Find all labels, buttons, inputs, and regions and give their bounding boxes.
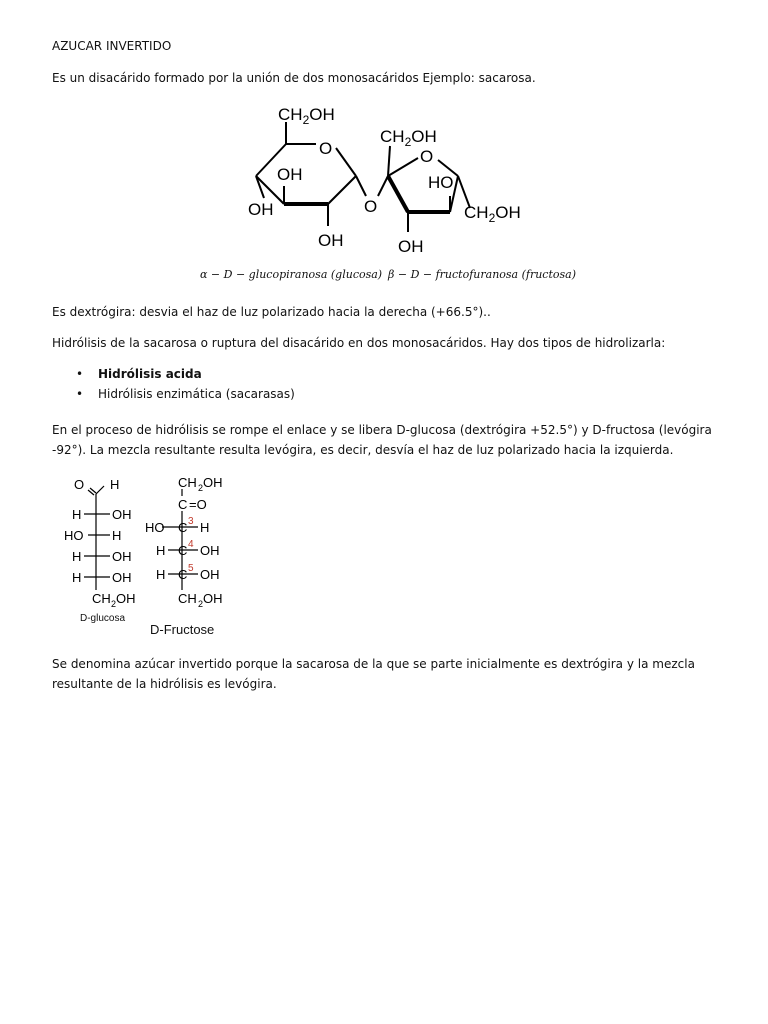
list-item: • Hidrólisis acida	[76, 364, 295, 384]
svg-text:CH: CH	[178, 475, 197, 490]
svg-text:CH: CH	[92, 591, 111, 606]
conclusion-paragraph: Se denomina azúcar invertido porque la sacarosa de la que se parte inicialmente es dextrógira y la mezcla resultante de la hidrólisis es levógira.	[52, 657, 695, 691]
svg-text:H: H	[110, 477, 120, 492]
list-item: • Hidrólisis enzimática (sacarasas)	[76, 384, 295, 404]
carbon-number-4: 4	[188, 539, 194, 550]
svg-text:C: C	[178, 520, 188, 535]
ch2oh-label: $CH_2OH$	[278, 105, 335, 127]
svg-text:OH: OH	[200, 567, 220, 582]
svg-text:2: 2	[198, 483, 204, 493]
svg-text:H: H	[156, 543, 166, 558]
svg-text:2: 2	[111, 599, 117, 609]
ch2oh-label: $CH_2OH$	[464, 203, 521, 225]
bullet-icon: •	[76, 367, 84, 381]
hydroxyl-label: OH	[248, 200, 274, 219]
svg-text:HO: HO	[145, 520, 165, 535]
hydrolysis-paragraph: Hidrólisis de la sacarosa o ruptura del disacárido en dos monosacáridos. Hay dos tipos de hidrolizarla:	[52, 336, 666, 350]
svg-text:H: H	[72, 507, 82, 522]
svg-text:H: H	[72, 570, 82, 585]
d-fructose-fischer-projection	[140, 472, 240, 612]
svg-text:OH: OH	[112, 507, 132, 522]
hydrolysis-types-list	[76, 364, 295, 404]
svg-text:C: C	[178, 567, 188, 582]
svg-text:OH: OH	[112, 570, 132, 585]
svg-text:OH: OH	[112, 549, 132, 564]
caption-fructofuranose: β − D − fructofuranosa (fructosa)	[388, 268, 576, 281]
intro-paragraph: Es un disacárido formado por la unión de dos monosacáridos Ejemplo: sacarosa.	[52, 71, 536, 85]
svg-text:HO: HO	[64, 528, 84, 543]
svg-text:CH: CH	[178, 591, 197, 606]
svg-text:O: O	[74, 477, 85, 492]
hydroxyl-label: OH	[277, 165, 303, 184]
carbon-number-3: 3	[188, 516, 194, 527]
d-fructose-label: D-Fructose	[150, 622, 215, 637]
d-glucose-fischer-projection	[60, 472, 150, 632]
glycosidic-oxygen-label: O	[364, 197, 378, 216]
svg-text:H: H	[156, 567, 166, 582]
hydroxyl-label: OH	[398, 237, 424, 256]
svg-text:H: H	[112, 528, 122, 543]
dextrorotatory-paragraph: Es dextrógira: desvia el haz de luz polarizado hacia la derecha (+66.5°)..	[52, 305, 491, 319]
hydroxyl-label: HO	[428, 173, 454, 192]
svg-text:H: H	[200, 520, 210, 535]
svg-text:OH: OH	[116, 591, 136, 606]
sucrose-structure	[240, 100, 540, 260]
ch2oh-label: $CH_2OH$	[380, 127, 437, 149]
svg-text:OH: OH	[203, 591, 223, 606]
ring-oxygen-label: O	[420, 147, 434, 166]
carbon-number-5: 5	[188, 563, 194, 574]
bullet-icon: •	[76, 387, 84, 401]
svg-text:OH: OH	[200, 543, 220, 558]
svg-text:C: C	[178, 497, 188, 512]
ring-oxygen-label: O	[319, 139, 333, 158]
svg-text:2: 2	[198, 599, 204, 609]
document-title: AZUCAR INVERTIDO	[52, 39, 172, 53]
svg-text:C: C	[178, 543, 188, 558]
svg-text:=O: =O	[189, 497, 207, 512]
caption-glucopyranose: α − D − glucopiranosa (glucosa)	[200, 268, 383, 281]
process-paragraph: En el proceso de hidrólisis se rompe el enlace y se libera D-glucosa (dextrógira +52.5°) y D-fructosa (levógira -92°). La mezcla resultante resulta levógira, es decir, desvía el haz de luz polarizado hacia la izquierda.	[52, 423, 712, 457]
svg-text:OH: OH	[203, 475, 223, 490]
d-glucose-label: D-glucosa	[80, 613, 126, 624]
hydroxyl-label: OH	[318, 231, 344, 250]
svg-text:H: H	[72, 549, 82, 564]
